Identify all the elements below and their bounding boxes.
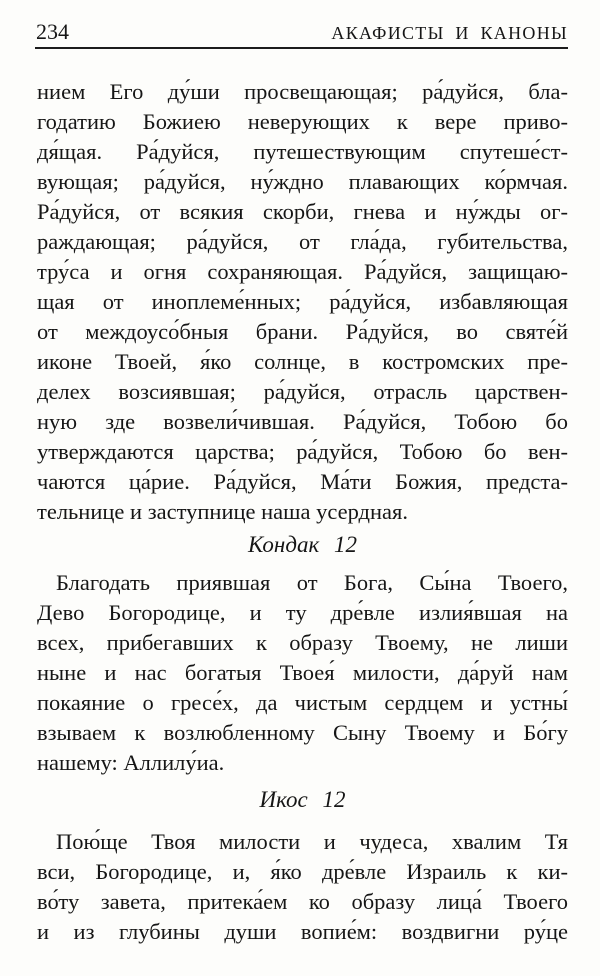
- text-line: тельнице и заступнице наша усердная.: [37, 499, 408, 524]
- text-line: взываем к возлюбленному Сыну Твоему и Бо́гу: [37, 720, 568, 745]
- running-header: [36, 0, 568, 43]
- running-title: АКАФИСТЫ И КАНОНЫ: [331, 23, 568, 43]
- header-rule: [35, 47, 568, 49]
- text-line: чаются ца́рие. Ра́дуйся, Ма́ти Божия, предста-: [37, 469, 568, 494]
- text-line: иконе Твоей, я́ко солнце, в костромских пре-: [37, 349, 568, 374]
- text-line: Дево Богородице, и ту дре́вле излия́вшая на: [37, 600, 568, 625]
- text-line: ную зде возвели́чившая. Ра́дуйся, Тобою бо: [37, 409, 568, 434]
- text-line: всех, прибегавших к образу Твоему, не лиши: [37, 630, 568, 655]
- text-line: делех возсиявшая; ра́дуйся, отрасль царствен-: [37, 379, 568, 404]
- text-line: щая от иноплеме́нных; ра́дуйся, избавляющая: [37, 289, 568, 314]
- paragraph-ikos-12: [37, 827, 568, 947]
- text-line: дя́щая. Ра́дуйся, путешествующим спутеше́ст-: [37, 139, 568, 164]
- text-line: Благодать приявшая от Бога, Сы́на Твоего,: [56, 570, 568, 595]
- section-heading-kondak-12: Кондак 12: [248, 532, 357, 557]
- section-heading-ikos-12: Икос 12: [259, 787, 346, 812]
- text-line: годатию Божиею неверующих к вере приво-: [37, 109, 568, 134]
- text-line: тру́са и огня сохраняющая. Ра́дуйся, защищаю-: [37, 259, 568, 284]
- page-number: 234: [36, 19, 69, 44]
- paragraph-akathist-continuation: [37, 77, 568, 527]
- text-line: ныне и нас богатыя Твоея́ милости, да́руй нам: [37, 660, 568, 685]
- text-line: вси, Богородице, и, я́ко дре́вле Израиль к ки-: [37, 859, 568, 884]
- text-line: нием Его ду́ши просвещающая; ра́дуйся, бла-: [37, 79, 568, 104]
- text-line: вующая; ра́дуйся, ну́ждно плавающих ко́рмчая.: [37, 169, 568, 194]
- text-line: нашему: Аллилу́иа.: [37, 750, 225, 775]
- body-text: [37, 77, 568, 947]
- text-line: от междоусо́бныя брани. Ра́дуйся, во святе́й: [37, 319, 568, 344]
- text-line: покаяние о гресе́х, да чистым сердцем и устны́: [37, 690, 568, 715]
- text-line: во́ту завета, притека́ем ко образу лица́ Твоего: [37, 889, 568, 914]
- text-line: и из глубины души вопие́м: воздвигни ру́це: [37, 919, 568, 944]
- text-line: Ра́дуйся, от всякия скорби, гнева и ну́жды ог-: [37, 199, 568, 224]
- paragraph-kondak-12: [37, 568, 568, 778]
- text-line: раждающая; ра́дуйся, от гла́да, губительства,: [37, 229, 568, 254]
- text-line: Пою́ще Твоя милости и чудеса, хвалим Тя: [56, 829, 568, 854]
- text-line: утверждаются царства; ра́дуйся, Тобою бо вен-: [37, 439, 568, 464]
